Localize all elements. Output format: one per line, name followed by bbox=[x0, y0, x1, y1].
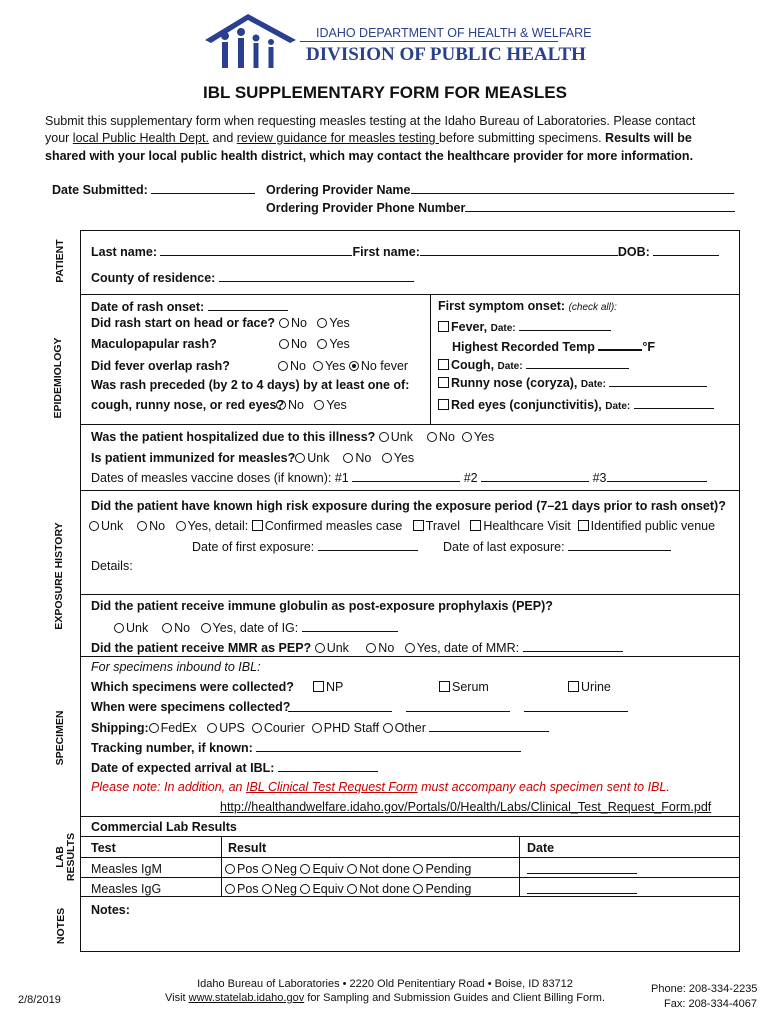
date-submitted-field[interactable] bbox=[151, 182, 255, 194]
cough-checkbox[interactable] bbox=[438, 359, 449, 370]
phd-staff-radio[interactable] bbox=[312, 723, 322, 733]
mmr-unk-radio[interactable] bbox=[315, 643, 325, 653]
intro-line-1: Submit this supplementary form when requesting measles testing at the Idaho Bureau of Laboratories. Please contact bbox=[45, 114, 696, 128]
provider-name-label: Ordering Provider Name bbox=[266, 182, 734, 197]
mmr-yes-radio[interactable] bbox=[405, 643, 415, 653]
footer-visit: Visit www.statelab.idaho.gov for Sampling and Submission Guides and Client Billing Form. bbox=[164, 992, 606, 1004]
pep-yes-radio[interactable] bbox=[201, 623, 211, 633]
division-name: DIVISION OF PUBLIC HEALTH bbox=[306, 44, 586, 65]
request-form-url[interactable]: http://healthandwelfare.idaho.gov/Portals/0/Health/Labs/Clinical_Test_Request_Form.pdf bbox=[220, 800, 712, 814]
last-exposure-field[interactable] bbox=[568, 539, 671, 551]
statelab-link[interactable]: www.statelab.idaho.gov bbox=[188, 992, 305, 1004]
public-venue-checkbox[interactable] bbox=[578, 520, 589, 531]
vaccine-dates-row: Dates of measles vaccine doses (if known): #1 #2 #3 bbox=[91, 470, 707, 485]
preceded-no-radio[interactable] bbox=[276, 400, 286, 410]
np-checkbox[interactable] bbox=[313, 681, 324, 692]
intro-line-2: your local Public Health Dept. and review guidance for measles testing before submitting specimens. Results will be bbox=[45, 131, 692, 145]
exp-yes-radio[interactable] bbox=[176, 521, 186, 531]
ibl-note: Please note: In addition, an IBL Clinical Test Request Form must accompany each specimen sent to IBL. bbox=[91, 780, 670, 794]
highest-temp-row: Highest Recorded Temp °F bbox=[452, 340, 655, 354]
rash-onset-field[interactable] bbox=[208, 299, 288, 311]
last-exposure-row: Date of last exposure: bbox=[443, 539, 671, 554]
fever-overlap-nofever-radio[interactable] bbox=[349, 361, 359, 371]
runny-row: Runny nose (coryza), Date: bbox=[438, 375, 707, 390]
mmr-date-field[interactable] bbox=[523, 640, 623, 652]
igm-equiv-radio[interactable] bbox=[300, 864, 310, 874]
pep-options: Unk No Yes, date of IG: bbox=[114, 620, 398, 635]
logo-rule bbox=[300, 41, 558, 42]
ibl-request-form-link[interactable]: IBL Clinical Test Request Form bbox=[245, 780, 418, 794]
ig-date-field[interactable] bbox=[302, 620, 398, 632]
other-radio[interactable] bbox=[383, 723, 393, 733]
exposure-options: Unk No Yes, detail: Confirmed measles case Travel Healthcare Visit Identified public venue bbox=[89, 519, 715, 533]
ups-radio[interactable] bbox=[207, 723, 217, 733]
head-face-yes-radio[interactable] bbox=[317, 318, 327, 328]
macular-no-radio[interactable] bbox=[279, 339, 289, 349]
page-title: IBL SUPPLEMENTARY FORM FOR MEASLES bbox=[203, 83, 567, 102]
provider-phone-field[interactable] bbox=[465, 200, 735, 212]
family-house-logo-icon bbox=[203, 12, 298, 70]
pep-no-radio[interactable] bbox=[162, 623, 172, 633]
runny-checkbox[interactable] bbox=[438, 377, 449, 388]
macular-options: No Yes bbox=[279, 337, 350, 351]
footer-address: Idaho Bureau of Laboratories • 2220 Old Penitentiary Road • Boise, ID 83712 bbox=[197, 978, 573, 990]
notes-area[interactable] bbox=[160, 900, 730, 946]
healthcare-visit-checkbox[interactable] bbox=[470, 520, 481, 531]
np-option: NP bbox=[313, 680, 343, 694]
courier-radio[interactable] bbox=[252, 723, 262, 733]
pep-question: Did the patient receive immune globulin as post-exposure prophylaxis (PEP)? bbox=[91, 599, 553, 613]
igm-date-field[interactable] bbox=[527, 862, 637, 874]
notes-label: Notes: bbox=[91, 903, 130, 917]
imm-no-radio[interactable] bbox=[343, 453, 353, 463]
immunized-row: Is patient immunized for measles? Unk No Yes bbox=[91, 451, 415, 465]
section-notes: NOTES bbox=[55, 907, 67, 945]
lab-header: Commercial Lab Results bbox=[91, 820, 237, 834]
arrival-field[interactable] bbox=[278, 760, 378, 772]
guidance-link[interactable]: review guidance for measles testing bbox=[236, 131, 439, 145]
first-symptom-row: First symptom onset: (check all): bbox=[438, 299, 617, 313]
rash-onset-row: Date of rash onset: bbox=[91, 299, 288, 314]
serum-checkbox[interactable] bbox=[439, 681, 450, 692]
imm-yes-radio[interactable] bbox=[382, 453, 392, 463]
section-specimen: SPECIMEN bbox=[54, 710, 66, 766]
igg-neg-radio[interactable] bbox=[262, 884, 272, 894]
dob-field[interactable] bbox=[653, 244, 719, 256]
col-date: Date bbox=[527, 841, 555, 855]
exp-no-radio[interactable] bbox=[137, 521, 147, 531]
hosp-unk-radio[interactable] bbox=[379, 432, 389, 442]
frame-right bbox=[739, 230, 740, 952]
footer-fax: Fax: 208-334-4067 bbox=[664, 998, 757, 1010]
footer-phone: Phone: 208-334-2235 bbox=[651, 983, 758, 995]
urine-option: Urine bbox=[568, 680, 611, 694]
fedex-radio[interactable] bbox=[149, 723, 159, 733]
section-patient: PATIENT bbox=[54, 239, 66, 283]
macular-yes-radio[interactable] bbox=[317, 339, 327, 349]
highest-temp-field[interactable] bbox=[598, 338, 642, 351]
fever-overlap-yes-radio[interactable] bbox=[313, 361, 323, 371]
which-specimens-question: Which specimens were collected? bbox=[91, 680, 294, 694]
details-label: Details: bbox=[91, 559, 133, 573]
county-row: County of residence: bbox=[91, 270, 414, 285]
county-field[interactable] bbox=[219, 270, 414, 282]
urine-collected-date[interactable] bbox=[524, 700, 628, 712]
frame-top bbox=[80, 230, 740, 231]
inbound-label: For specimens inbound to IBL: bbox=[91, 660, 261, 674]
igg-pos-radio[interactable] bbox=[225, 884, 235, 894]
section-lab-results: RESULTS bbox=[65, 832, 77, 882]
last-name-row: Last name: First name: DOB: bbox=[91, 244, 719, 259]
tracking-field[interactable] bbox=[256, 740, 521, 752]
preceded-question: Was rash preceded (by 2 to 4 days) by at least one of: bbox=[91, 378, 410, 392]
dose3-field[interactable] bbox=[607, 470, 707, 482]
first-exposure-row: Date of first exposure: bbox=[192, 539, 418, 554]
fever-checkbox[interactable] bbox=[438, 321, 449, 332]
np-collected-date[interactable] bbox=[288, 700, 392, 712]
igm-pos-radio[interactable] bbox=[225, 864, 235, 874]
red-eyes-row: Red eyes (conjunctivitis), Date: bbox=[438, 397, 714, 412]
igg-date-field[interactable] bbox=[527, 882, 637, 894]
section-epidemiology: EPIDEMIOLOGY bbox=[52, 337, 64, 419]
pep-unk-radio[interactable] bbox=[114, 623, 124, 633]
fever-date-field[interactable] bbox=[519, 319, 611, 331]
frame-left bbox=[80, 230, 81, 952]
col-test: Test bbox=[91, 841, 116, 855]
hospitalized-row: Was the patient hospitalized due to this illness? Unk No Yes bbox=[91, 430, 495, 444]
provider-name-field[interactable] bbox=[411, 182, 734, 194]
tracking-row: Tracking number, if known: bbox=[91, 740, 521, 755]
red-eyes-date-field[interactable] bbox=[634, 397, 714, 409]
date-submitted-label: Date Submitted: bbox=[52, 182, 255, 197]
shipping-row: Shipping: FedEx UPS Courier PHD Staff Other bbox=[91, 720, 549, 735]
first-exposure-field[interactable] bbox=[318, 539, 418, 551]
intro-line-3: shared with your local public health district, which may contact the healthcare provider for more information. bbox=[45, 149, 694, 163]
section-lab: LAB bbox=[54, 846, 66, 868]
fever-overlap-no-radio[interactable] bbox=[278, 361, 288, 371]
mmr-row: Did the patient receive MMR as PEP? Unk No Yes, date of MMR: bbox=[91, 640, 623, 655]
red-eyes-checkbox[interactable] bbox=[438, 399, 449, 410]
imm-unk-radio[interactable] bbox=[295, 453, 305, 463]
footer-date: 2/8/2019 bbox=[18, 994, 61, 1006]
igm-neg-radio[interactable] bbox=[262, 864, 272, 874]
head-face-options: No Yes bbox=[279, 316, 350, 330]
logo bbox=[203, 12, 298, 70]
macular-question: Maculopapular rash? bbox=[91, 337, 217, 351]
igg-pending-radio[interactable] bbox=[413, 884, 423, 894]
dose1-field[interactable] bbox=[352, 470, 460, 482]
fever-overlap-options: No Yes No fever bbox=[278, 359, 408, 373]
dose2-field[interactable] bbox=[481, 470, 589, 482]
mmr-no-radio[interactable] bbox=[366, 643, 376, 653]
when-collected-question: When were specimens collected? bbox=[91, 700, 291, 714]
preceded-yes-radio[interactable] bbox=[314, 400, 324, 410]
fever-row: Fever, Date: bbox=[438, 319, 611, 334]
serum-option: Serum bbox=[439, 680, 489, 694]
fever-overlap-question: Did fever overlap rash? bbox=[91, 359, 230, 373]
exp-unk-radio[interactable] bbox=[89, 521, 99, 531]
last-name-field[interactable] bbox=[160, 244, 352, 256]
travel-checkbox[interactable] bbox=[413, 520, 424, 531]
head-face-no-radio[interactable] bbox=[279, 318, 289, 328]
hosp-yes-radio[interactable] bbox=[462, 432, 472, 442]
cough-options: No Yes bbox=[276, 398, 347, 412]
col-result: Result bbox=[228, 841, 267, 855]
first-name-field[interactable] bbox=[420, 244, 618, 256]
cough-date-field[interactable] bbox=[526, 357, 629, 369]
igm-label: Measles IgM bbox=[91, 862, 162, 876]
frame-bottom bbox=[80, 951, 740, 952]
igg-label: Measles IgG bbox=[91, 882, 162, 896]
cough-question: cough, runny nose, or red eyes? bbox=[91, 398, 285, 412]
igg-notdone-radio[interactable] bbox=[347, 884, 357, 894]
runny-date-field[interactable] bbox=[609, 375, 707, 387]
igg-equiv-radio[interactable] bbox=[300, 884, 310, 894]
igg-results: Pos Neg Equiv Not done Pending bbox=[225, 882, 471, 896]
provider-phone-label: Ordering Provider Phone Number bbox=[266, 200, 735, 215]
hosp-no-radio[interactable] bbox=[427, 432, 437, 442]
arrival-row: Date of expected arrival at IBL: bbox=[91, 760, 378, 775]
section-exposure: EXPOSURE HISTORY bbox=[53, 522, 65, 630]
head-face-question: Did rash start on head or face? bbox=[91, 316, 276, 330]
local-health-link[interactable]: local Public Health Dept. bbox=[72, 131, 209, 145]
urine-checkbox[interactable] bbox=[568, 681, 579, 692]
igm-pending-radio[interactable] bbox=[413, 864, 423, 874]
igm-results: Pos Neg Equiv Not done Pending bbox=[225, 862, 471, 876]
dept-name: IDAHO DEPARTMENT OF HEALTH & WELFARE bbox=[316, 26, 592, 40]
exposure-question: Did the patient have known high risk exposure during the exposure period (7–21 days prior to rash onset)? bbox=[91, 499, 726, 513]
confirmed-case-checkbox[interactable] bbox=[252, 520, 263, 531]
igm-notdone-radio[interactable] bbox=[347, 864, 357, 874]
other-shipping-field[interactable] bbox=[429, 720, 549, 732]
cough-row: Cough, Date: bbox=[438, 357, 629, 372]
serum-collected-date[interactable] bbox=[406, 700, 510, 712]
